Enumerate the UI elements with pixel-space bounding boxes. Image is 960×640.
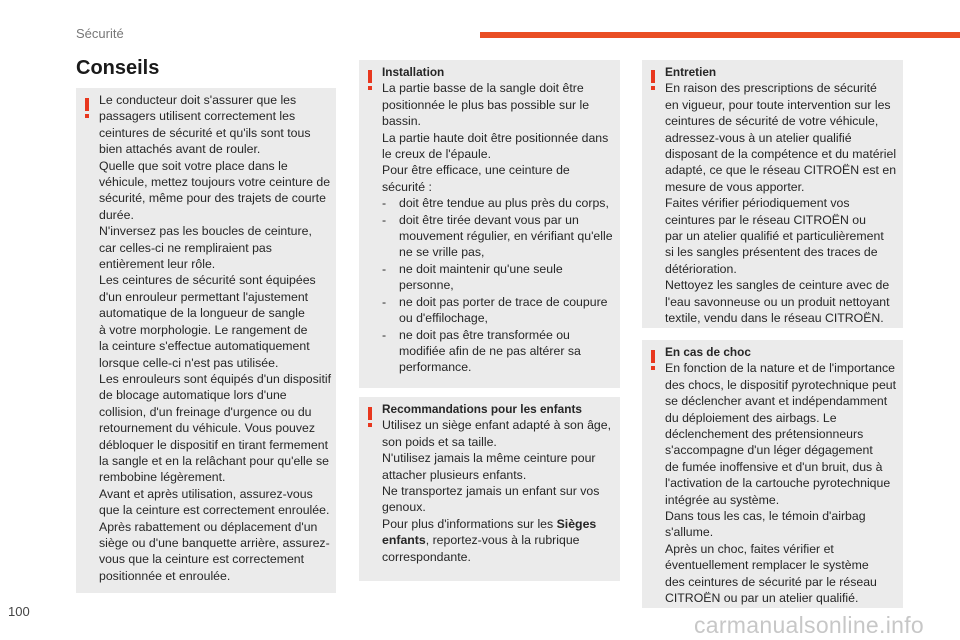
section-label: Sécurité bbox=[76, 26, 124, 41]
shock-text bbox=[665, 344, 901, 607]
list-item bbox=[382, 228, 618, 244]
text-line: ceintures par le réseau CITROËN ou bbox=[665, 212, 866, 227]
text-line: retournement du véhicule. Vous pouvez bbox=[99, 421, 316, 436]
list-item bbox=[382, 343, 618, 359]
text-line: positionnée et enroulée. bbox=[99, 568, 231, 583]
list-item-text: doit être tendue au plus près du corps, bbox=[399, 196, 609, 211]
list-item bbox=[382, 244, 618, 260]
text-line: son poids et sa taille. bbox=[382, 434, 497, 449]
text-line: textile, vendu dans le réseau CITROËN. bbox=[665, 311, 884, 326]
text-line: à votre morphologie. Le rangement de bbox=[99, 322, 308, 337]
list-item-text: mouvement régulier, en vérifiant qu'elle bbox=[399, 229, 613, 244]
text-line: intégrée au système. bbox=[665, 492, 780, 507]
text-line: des ceintures de sécurité par le réseau bbox=[665, 574, 877, 589]
text-line: disposant de la compétence et du matériel bbox=[665, 147, 897, 162]
warning-icon bbox=[368, 70, 372, 83]
text-line: attacher plusieurs enfants. bbox=[382, 467, 527, 482]
list-item-text: doit être tirée devant vous par un bbox=[399, 212, 579, 227]
text-line: adressez-vous à un atelier qualifié bbox=[665, 130, 852, 145]
text-line: Utilisez un siège enfant adapté à son âge, bbox=[382, 418, 612, 433]
installation-text bbox=[382, 64, 618, 376]
text-line: si les sangles présentent des traces de bbox=[665, 245, 878, 260]
text-line: adapté, ce que le réseau CITROËN est en bbox=[665, 163, 897, 178]
text-line: N'utilisez jamais la même ceinture pour bbox=[382, 451, 596, 466]
text-line: l'activation de la cartouche pyrotechnique bbox=[665, 476, 891, 491]
page-number: 100 bbox=[8, 604, 30, 619]
text-line: passagers utilisent correctement les bbox=[99, 109, 296, 124]
warning-icon-dot bbox=[651, 366, 655, 370]
text-line: ceintures de sécurité de votre véhicule, bbox=[665, 114, 879, 129]
children-heading: Recommandations pour les enfants bbox=[382, 402, 582, 416]
text-line: automatique de la longueur de sangle bbox=[99, 306, 305, 321]
list-item bbox=[382, 327, 618, 343]
text-line: Avant et après utilisation, assurez-vous bbox=[99, 486, 313, 501]
text-line: La partie haute doit être positionnée dans bbox=[382, 130, 609, 145]
list-item-text: modifiée afin de ne pas altérer sa bbox=[399, 343, 581, 358]
text-line: de blocage automatique lors d'une bbox=[99, 388, 287, 403]
list-item-text: ne doit maintenir qu'une seule bbox=[399, 261, 563, 276]
children-text bbox=[382, 401, 618, 565]
list-item bbox=[382, 195, 618, 211]
text-line: l'eau savonneuse ou un produit nettoyant bbox=[665, 294, 890, 309]
text-line: vous que la ceinture est correctement bbox=[99, 552, 305, 567]
text-line: Pour être efficace, une ceinture de bbox=[382, 163, 570, 178]
advice-text bbox=[99, 92, 334, 584]
children-reference-line: Pour plus d'informations sur les Sièges bbox=[382, 516, 597, 531]
list-dash: - bbox=[382, 196, 387, 211]
warning-icon bbox=[85, 98, 89, 111]
children-reference-line2: enfants, reportez-vous à la rubrique bbox=[382, 533, 580, 548]
watermark: carmanualsonline.info bbox=[693, 612, 924, 638]
text-line: Les ceintures de sécurité sont équipées bbox=[99, 273, 316, 288]
list-item bbox=[382, 310, 618, 326]
advice-box bbox=[76, 88, 336, 593]
list-item bbox=[382, 212, 618, 228]
text-line: Faites vérifier périodiquement vos bbox=[665, 196, 850, 211]
list-dash bbox=[382, 343, 399, 359]
list-item bbox=[382, 294, 618, 310]
list-item-text: personne, bbox=[399, 278, 454, 293]
list-dash: - bbox=[382, 294, 387, 309]
children-box bbox=[359, 397, 620, 581]
text-line: véhicule, mettez toujours votre ceinture de bbox=[99, 175, 331, 190]
text-line: durée. bbox=[99, 207, 134, 222]
maintenance-heading: Entretien bbox=[665, 65, 717, 79]
text-line: Nettoyez les sangles de ceinture avec de bbox=[665, 278, 890, 293]
list-item bbox=[382, 359, 618, 375]
warning-icon bbox=[368, 407, 372, 420]
list-item-text: ne doit pas être transformée ou bbox=[399, 327, 570, 342]
warning-icon-dot bbox=[368, 423, 372, 427]
installation-heading: Installation bbox=[382, 65, 445, 79]
list-item bbox=[382, 277, 618, 293]
warning-icon-dot bbox=[85, 114, 89, 118]
text-line: de fumée inoffensive et d'un bruit, dus à bbox=[665, 459, 883, 474]
shock-heading: En cas de choc bbox=[665, 345, 751, 359]
text-line: Après rabattement ou déplacement d'un bbox=[99, 519, 318, 534]
text-line: siège ou d'une banquette arrière, assurez- bbox=[99, 535, 330, 550]
list-dash bbox=[382, 244, 399, 260]
text-line: Le conducteur doit s'assurer que les bbox=[99, 93, 297, 107]
text-line: rembobine légèrement. bbox=[99, 470, 226, 485]
list-dash bbox=[382, 277, 399, 293]
text-line: s'accompagne d'un léger dégagement bbox=[665, 443, 873, 458]
page-title: Conseils bbox=[76, 57, 160, 79]
list-dash: - bbox=[382, 212, 387, 227]
list-dash bbox=[382, 310, 399, 326]
text-line: La partie basse de la sangle doit être bbox=[382, 81, 584, 96]
text-line: sécurité : bbox=[382, 179, 432, 194]
text-line: détérioration. bbox=[665, 261, 737, 276]
text-line: du déploiement des airbags. Le bbox=[665, 410, 837, 425]
list-item-text: ne se vrille pas, bbox=[399, 245, 485, 260]
text-line: En raison des prescriptions de sécurité bbox=[665, 81, 877, 96]
text-line: que la ceinture est correctement enroulée. bbox=[99, 503, 330, 518]
text-line: sécurité, même pour des trajets de courte bbox=[99, 191, 326, 206]
text-line: car celles-ci ne rempliraient pas bbox=[99, 240, 272, 255]
text-line: positionnée le plus bas possible sur le bbox=[382, 97, 590, 112]
text-line: ceintures de sécurité et qu'ils sont tous bbox=[99, 125, 311, 140]
text-line: Ne transportez jamais un enfant sur vos bbox=[382, 484, 600, 499]
text-line: bien attachés avant de rouler. bbox=[99, 142, 261, 157]
text-line: en vigueur, pour toute intervention sur les bbox=[665, 97, 891, 112]
text-line: la sangle et en la relâchant pour qu'elle se bbox=[99, 453, 329, 468]
text-line: bassin. bbox=[382, 114, 421, 129]
text-line: CITROËN ou par un atelier qualifié. bbox=[665, 591, 859, 606]
text-line: débloquer le dispositif en tirant fermement bbox=[99, 437, 328, 452]
warning-icon-dot bbox=[651, 86, 655, 90]
text-line: En fonction de la nature et de l'importance bbox=[665, 361, 895, 376]
text-line: lorsque celle-ci n'est pas utilisée. bbox=[99, 355, 279, 370]
list-dash: - bbox=[382, 261, 387, 276]
text-line: par un atelier qualifié et particulièrement bbox=[665, 229, 884, 244]
text-line: éventuellement remplacer le système bbox=[665, 558, 869, 573]
text-line: Après un choc, faites vérifier et bbox=[665, 541, 834, 556]
text-line: entièrement leur rôle. bbox=[99, 257, 216, 272]
warning-icon bbox=[651, 70, 655, 83]
text-line: des chocs, le dispositif pyrotechnique peut bbox=[665, 377, 897, 392]
children-reference-line3: correspondante. bbox=[382, 549, 471, 564]
text-line: déclenchement des prétensionneurs bbox=[665, 427, 864, 442]
list-item bbox=[382, 261, 618, 277]
text-line: la ceinture s'effectue automatiquement bbox=[99, 339, 310, 354]
text-line: s'allume. bbox=[665, 525, 714, 540]
text-line: se déclencher avant et indépendamment bbox=[665, 394, 888, 409]
list-dash bbox=[382, 228, 399, 244]
text-line: d'un enrouleur permettant l'ajustement bbox=[99, 289, 309, 304]
maintenance-box bbox=[642, 60, 903, 328]
list-item-text: ou d'effilochage, bbox=[399, 311, 488, 326]
warning-icon-dot bbox=[368, 86, 372, 90]
maintenance-text bbox=[665, 64, 901, 327]
text-line: N'inversez pas les boucles de ceinture, bbox=[99, 224, 312, 239]
shock-box bbox=[642, 340, 903, 608]
list-item-text: ne doit pas porter de trace de coupure bbox=[399, 294, 608, 309]
warning-icon bbox=[651, 350, 655, 363]
list-item-text: performance. bbox=[399, 360, 472, 375]
section-accent-bar bbox=[480, 32, 960, 38]
list-dash: - bbox=[382, 327, 387, 342]
text-line: genoux. bbox=[382, 500, 426, 515]
list-dash bbox=[382, 359, 399, 375]
text-line: Les enrouleurs sont équipés d'un dispositif bbox=[99, 371, 332, 386]
text-line: le creux de l'épaule. bbox=[382, 147, 491, 162]
text-line: Quelle que soit votre place dans le bbox=[99, 158, 288, 173]
text-line: mesure de vous apporter. bbox=[665, 179, 805, 194]
text-line: collision, d'un freinage d'urgence ou du bbox=[99, 404, 312, 419]
installation-box bbox=[359, 60, 620, 388]
text-line: Dans tous les cas, le témoin d'airbag bbox=[665, 509, 866, 524]
